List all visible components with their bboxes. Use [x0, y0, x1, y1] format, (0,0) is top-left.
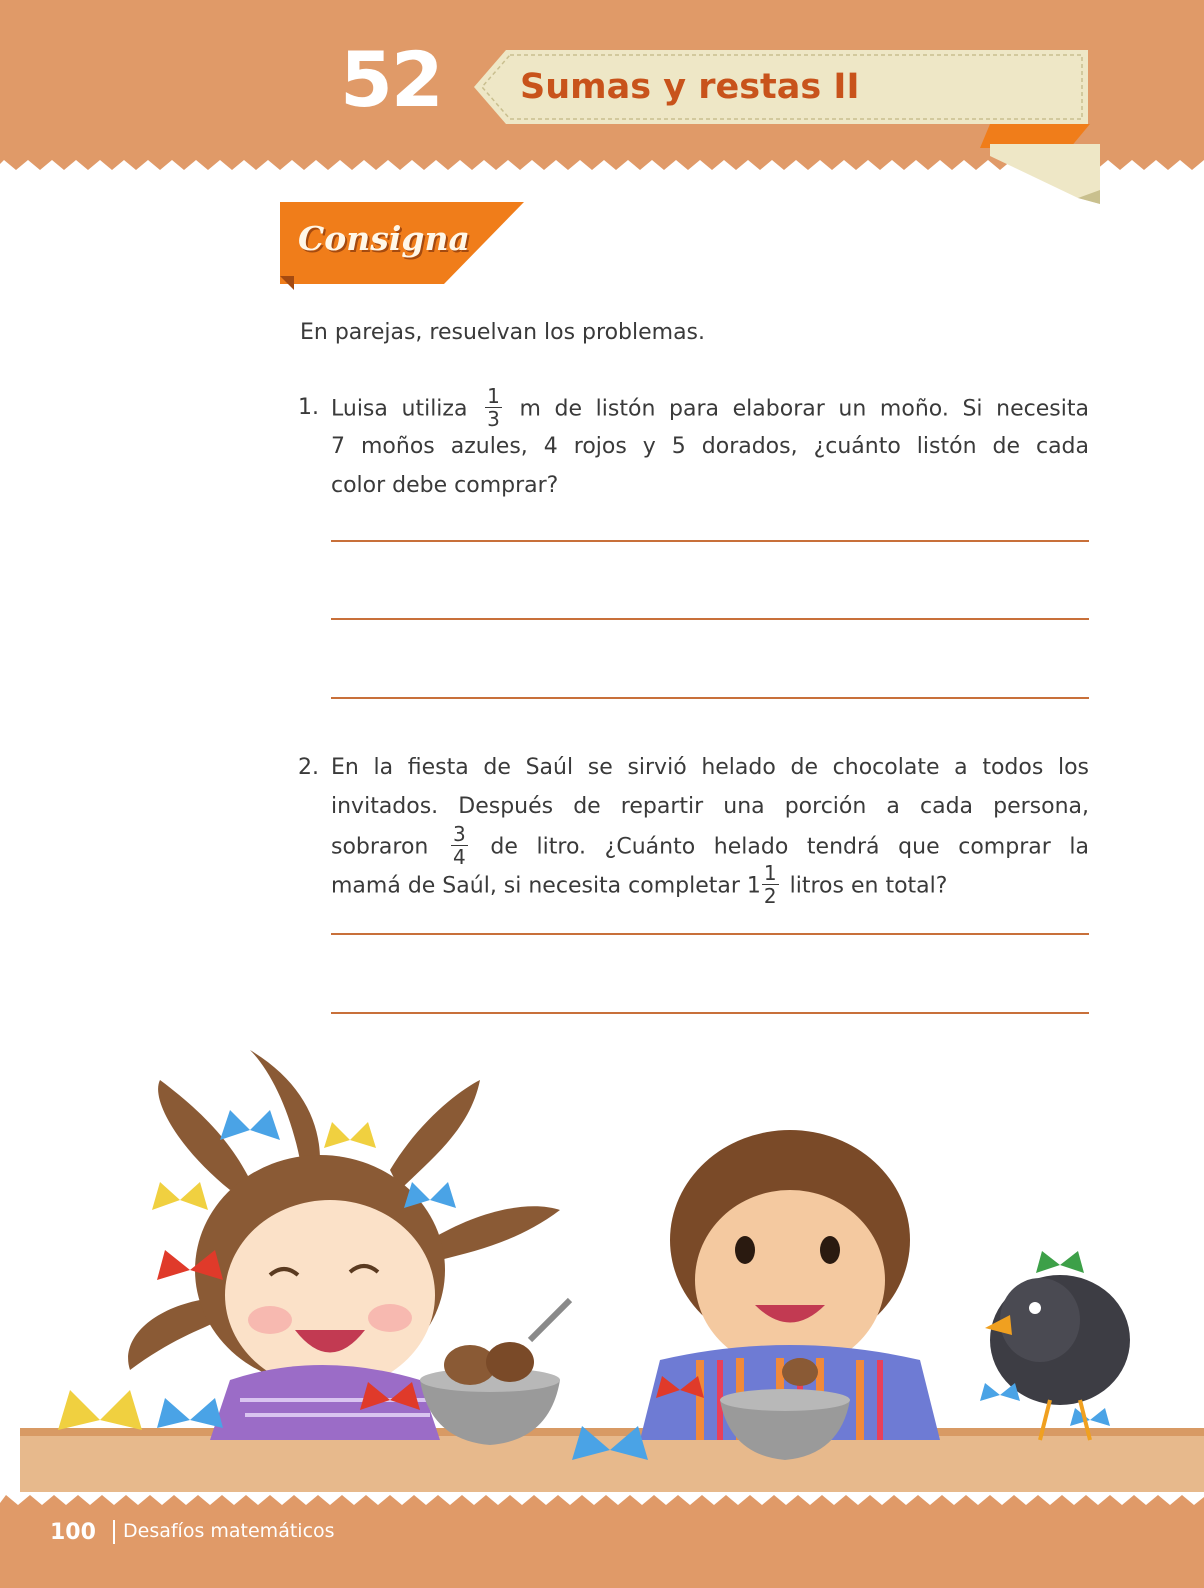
yellow-bow: [58, 1390, 142, 1430]
problem-1-text-a: Luisa utiliza: [331, 396, 468, 422]
table: [20, 1432, 1204, 1492]
problem-2-text-d: litros en total?: [789, 873, 948, 899]
book-title: Desafíos matemáticos: [123, 1520, 335, 1542]
fraction-one-third: [485, 386, 502, 429]
problem-2-text-b: de litro. ¿Cuánto helado tendrá que comprar la: [490, 834, 1089, 860]
fraction-three-quarters: [451, 824, 468, 867]
blue-bow: [404, 1182, 456, 1208]
instructions-text: En parejas, resuelvan los problemas.: [300, 320, 706, 345]
consigna-label: Consigna: [298, 219, 470, 258]
fraction-denominator: 4: [453, 845, 466, 869]
problem-2-line-1: En la fiesta de Saúl se sirvió helado de chocolate a todos los: [331, 755, 1089, 780]
footer-divider: [113, 1520, 115, 1544]
problem-1-text-b: m de listón para elaborar un moño. Si necesita: [519, 396, 1089, 422]
yellow-bow: [324, 1122, 376, 1148]
lesson-title: Sumas y restas II: [520, 67, 860, 107]
problem-2-line-2: invitados. Después de repartir una porción a cada persona,: [331, 794, 1089, 819]
yellow-bow: [152, 1182, 208, 1210]
problem-1-line-2: 7 moños azules, 4 rojos y 5 dorados, ¿cuánto listón de cada: [331, 434, 1089, 459]
boy-figure: [572, 1130, 940, 1460]
red-bow: [157, 1250, 223, 1280]
blue-bow: [980, 1383, 1020, 1401]
answer-line-1a[interactable]: [331, 540, 1089, 542]
blue-bow: [1070, 1408, 1110, 1426]
problem-2-number: 2.: [298, 755, 319, 780]
answer-line-2a[interactable]: [331, 933, 1089, 935]
fraction-numerator: 1: [763, 861, 777, 885]
answer-line-2b[interactable]: [331, 1012, 1089, 1014]
fraction-one-half: [762, 863, 779, 906]
problem-1-number: 1.: [298, 395, 319, 420]
fraction-denominator: 2: [763, 884, 777, 908]
children-illustration: [0, 1040, 1204, 1510]
lesson-number: 52: [340, 35, 442, 124]
problem-1-line-1: [331, 384, 1089, 431]
green-bow: [1036, 1251, 1084, 1273]
ribbon-flap: [990, 144, 1100, 204]
answer-line-1b[interactable]: [331, 618, 1089, 620]
bird-figure: [980, 1251, 1130, 1440]
problem-2-text-a: sobraron: [331, 834, 429, 860]
fraction-numerator: 1: [487, 384, 500, 408]
fraction-denominator: 3: [487, 407, 500, 431]
fraction-numerator: 3: [453, 822, 466, 846]
problem-2-text-c: mamá de Saúl, si necesita completar 1: [331, 873, 761, 899]
blue-bow: [220, 1110, 280, 1140]
problem-1-line-3: color debe comprar?: [331, 473, 559, 498]
problem-2-line-3: [331, 822, 1089, 869]
problem-2-line-4: [331, 861, 1089, 908]
page-number: 100: [50, 1520, 96, 1545]
answer-line-1c[interactable]: [331, 697, 1089, 699]
blue-bow: [157, 1398, 223, 1428]
girl-figure: [58, 1050, 570, 1445]
